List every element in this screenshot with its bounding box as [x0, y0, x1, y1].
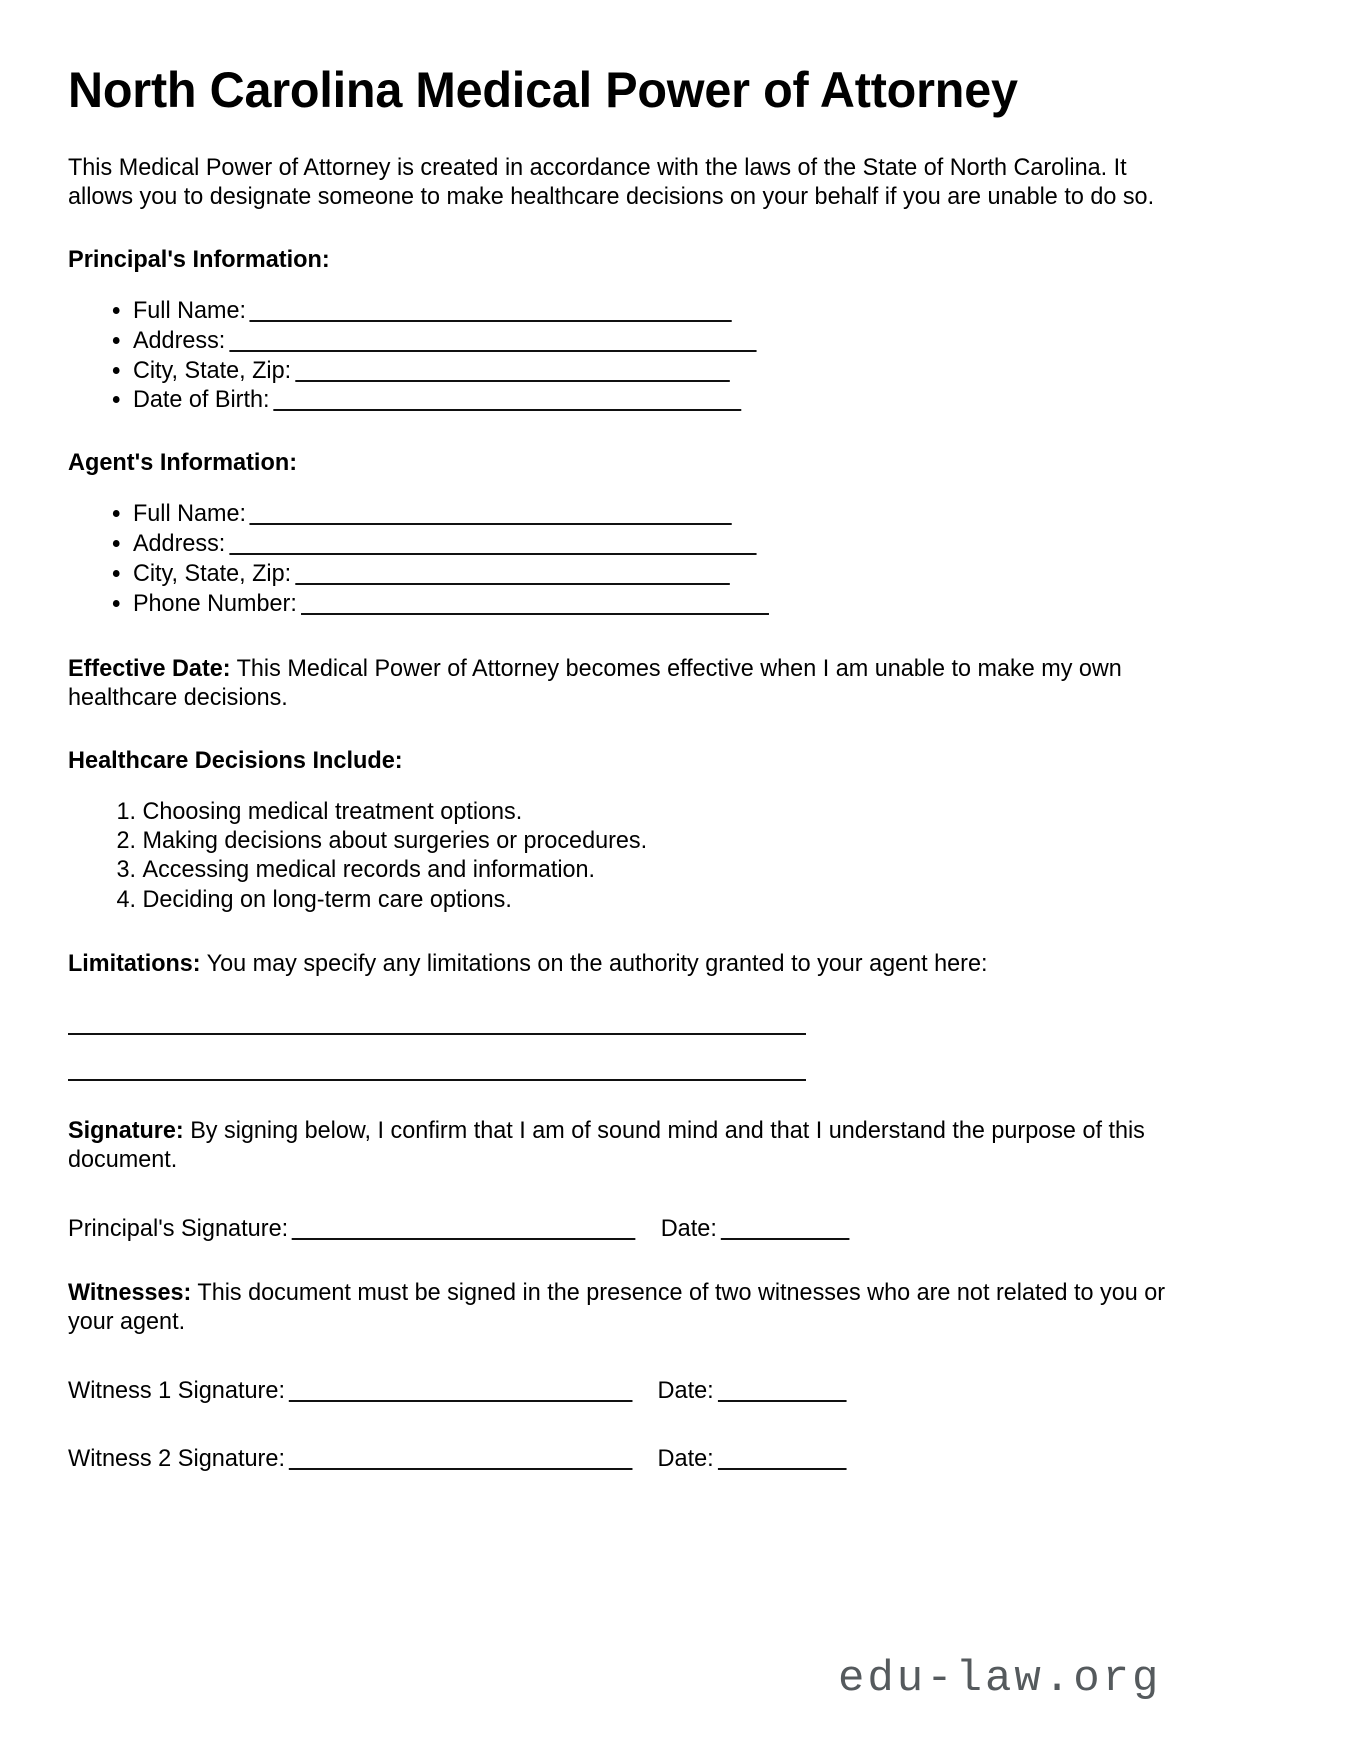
- list-item: [133, 385, 1179, 415]
- witness-1-signature-rule[interactable]: [289, 1400, 633, 1402]
- list-item: 1. Choosing medical treatment options.: [142, 797, 1178, 826]
- list-item: 4. Deciding on long-term care options.: [142, 885, 1178, 914]
- fill-in-rule[interactable]: [273, 409, 741, 411]
- witness-2-date-label: Date:: [657, 1444, 714, 1472]
- limitations-blank-line-2[interactable]: [68, 1079, 806, 1081]
- list-item: [133, 589, 1179, 619]
- intro-paragraph: This Medical Power of Attorney is created in accordance with the laws of the State of North Carolina. It allows you to designate someone to make healthcare decisions on your behalf if you are unable to do so.: [68, 154, 1155, 210]
- list-item: [133, 529, 1179, 559]
- principal-fields-list: [68, 296, 1179, 416]
- field-label: Date of Birth:: [132, 386, 270, 414]
- field-label: Phone Number:: [132, 589, 297, 617]
- fill-in-rule[interactable]: [295, 380, 730, 382]
- healthcare-decisions-heading: Healthcare Decisions Include:: [68, 746, 403, 774]
- agent-fields-list: [68, 499, 1179, 619]
- field-label: Address:: [132, 530, 226, 558]
- witnesses-label: Witnesses:: [68, 1278, 192, 1306]
- effective-date-text: This Medical Power of Attorney becomes effective when I am unable to make my own healthcare decisions.: [68, 654, 1122, 711]
- limitations-blank-line-1[interactable]: [68, 1033, 806, 1035]
- fill-in-rule[interactable]: [229, 350, 756, 352]
- healthcare-decisions-list: [68, 797, 1179, 915]
- page-title: North Carolina Medical Power of Attorney: [68, 62, 1018, 118]
- witness-1-label: Witness 1 Signature:: [68, 1376, 286, 1404]
- witness-1-date-rule[interactable]: [718, 1400, 847, 1402]
- signature-text: By signing below, I confirm that I am of sound mind and that I understand the purpose of this document.: [68, 1117, 1145, 1173]
- limitations-label: Limitations:: [68, 950, 201, 978]
- list-item: 3. Accessing medical records and information.: [142, 855, 1178, 884]
- list-item: [133, 326, 1179, 356]
- signature-label: Signature:: [68, 1117, 184, 1145]
- field-label: City, State, Zip:: [132, 560, 292, 588]
- witness-1-signature-row: [68, 1377, 1134, 1405]
- document-content: [68, 62, 1178, 1473]
- list-item: [133, 559, 1179, 589]
- fill-in-rule[interactable]: [295, 583, 730, 585]
- witnesses-text: This document must be signed in the presence of two witnesses who are not related to you or your agent.: [68, 1278, 1166, 1335]
- fill-in-rule[interactable]: [229, 553, 756, 555]
- field-label: Address:: [132, 326, 226, 354]
- fill-in-rule[interactable]: [301, 613, 769, 615]
- witness-2-label: Witness 2 Signature:: [68, 1444, 286, 1472]
- effective-date-label: Effective Date:: [68, 654, 231, 682]
- limitations-paragraph: [68, 950, 1179, 979]
- principal-date-rule[interactable]: [721, 1238, 850, 1240]
- list-item: 2. Making decisions about surgeries or procedures.: [142, 826, 1178, 855]
- principal-date-label: Date:: [660, 1214, 717, 1242]
- witness-2-signature-rule[interactable]: [289, 1468, 633, 1470]
- effective-date-paragraph: [68, 655, 1179, 713]
- list-item: [133, 296, 1179, 326]
- principal-signature-label: Principal's Signature:: [68, 1214, 289, 1242]
- witness-2-signature-row: [68, 1445, 1134, 1473]
- fill-in-rule[interactable]: [250, 523, 732, 525]
- list-item: [133, 356, 1179, 386]
- fill-in-rule[interactable]: [250, 320, 732, 322]
- witness-1-date-label: Date:: [657, 1376, 714, 1404]
- list-item: [133, 499, 1179, 529]
- principal-signature-row: [68, 1215, 1134, 1243]
- field-label: City, State, Zip:: [132, 356, 292, 384]
- site-watermark: edu-law.org: [838, 1654, 1162, 1704]
- field-label: Full Name:: [132, 296, 247, 324]
- witnesses-paragraph: [68, 1279, 1179, 1337]
- principal-information-heading: Principal's Information:: [68, 245, 330, 273]
- limitations-text: You may specify any limitations on the authority granted to your agent here:: [200, 950, 988, 978]
- field-label: Full Name:: [132, 500, 247, 528]
- signature-paragraph: [68, 1117, 1179, 1175]
- agent-information-heading: Agent's Information:: [68, 449, 298, 477]
- principal-signature-rule[interactable]: [292, 1238, 636, 1240]
- witness-2-date-rule[interactable]: [718, 1468, 847, 1470]
